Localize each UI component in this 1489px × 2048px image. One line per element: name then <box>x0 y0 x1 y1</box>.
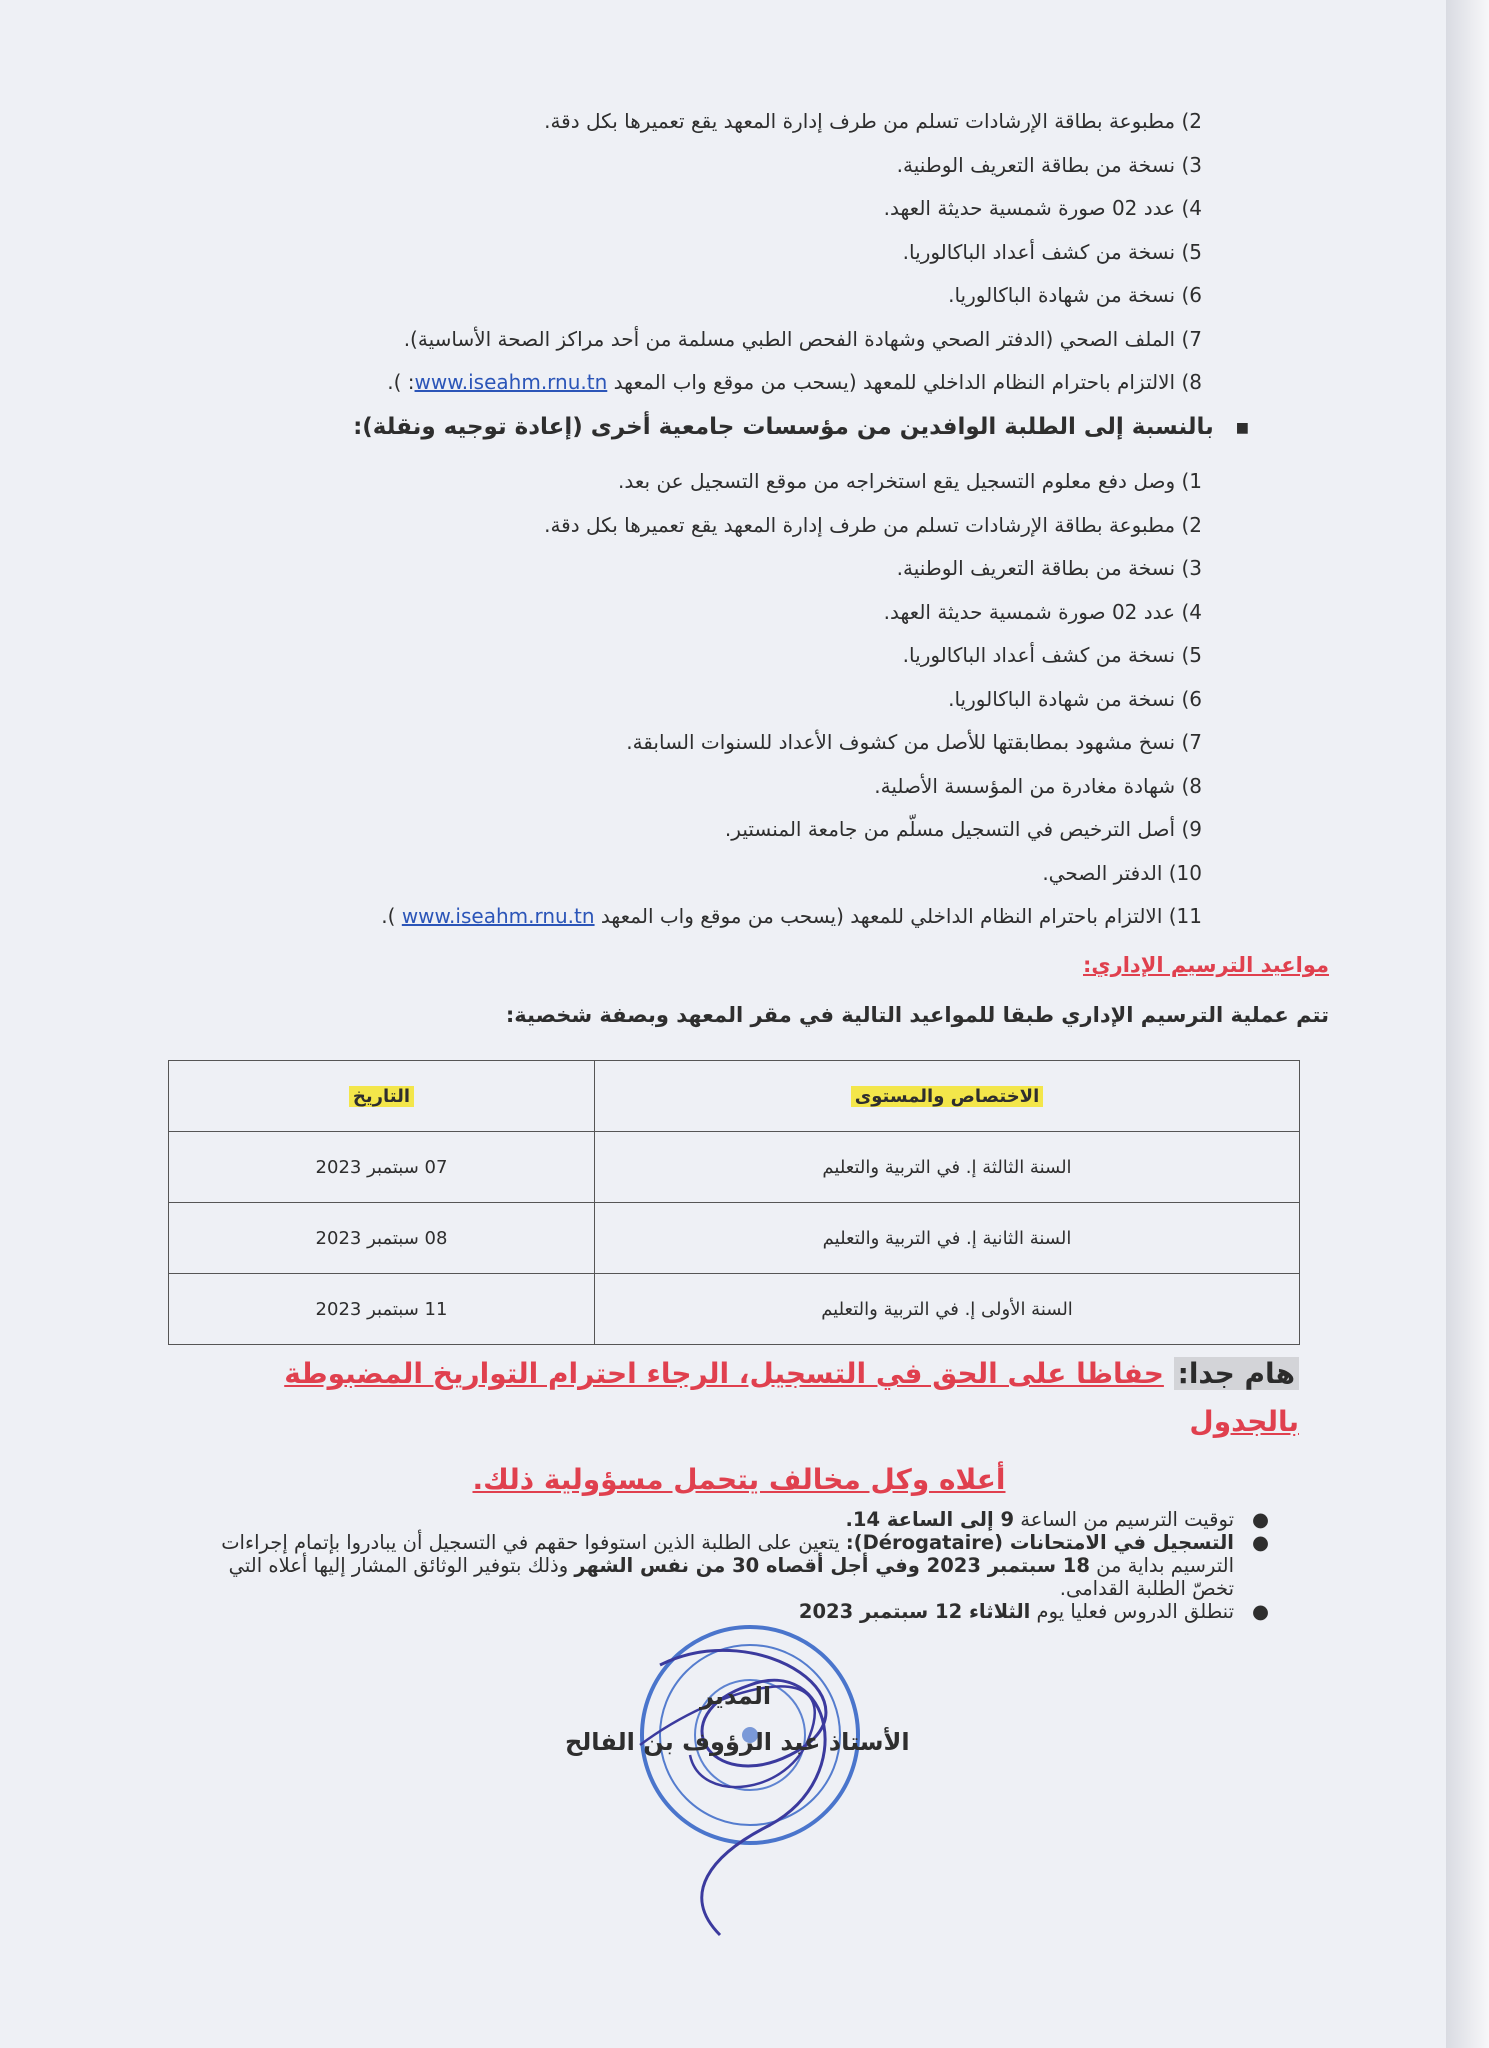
cell-date: 11 سبتمبر 2023 <box>169 1274 595 1345</box>
important-label: هام جدا: <box>1174 1357 1299 1390</box>
list-item: 4) عدد 02 صورة شمسية حديثة العهد. <box>883 599 1202 624</box>
header-date: التاريخ <box>169 1061 595 1132</box>
list-item: 8) شهادة مغادرة من المؤسسة الأصلية. <box>874 773 1202 798</box>
transfer-documents-list <box>302 460 1202 939</box>
bullet-dot-icon: ● <box>1251 1508 1269 1531</box>
list-item: 2) مطبوعة بطاقة الإرشادات تسلم من طرف إدارة المعهد يقع تعميرها بكل دقة. <box>544 512 1202 537</box>
list-item: 7) نسخ مشهود بمطابقتها للأصل من كشوف الأعداد للسنوات السابقة. <box>626 730 1202 754</box>
schedule-table <box>168 1060 1300 1345</box>
cell-specialty: السنة الأولى إ. في التربية والتعليم <box>595 1274 1300 1345</box>
list-item-text: 11) الالتزام باحترام النظام الداخلي للمعهد (يسحب من موقع واب المعهد <box>594 904 1202 928</box>
important-text-line2: أعلاه وكل مخالف يتحمل مسؤولية ذلك. <box>472 1463 1006 1496</box>
official-stamp-icon <box>600 1595 900 1955</box>
list-item: 10) الدفتر الصحي. <box>1042 860 1202 885</box>
cell-specialty: السنة الثانية إ. في التربية والتعليم <box>595 1203 1300 1274</box>
list-item: 5) نسخة من كشف أعداد الباكالوريا. <box>902 643 1202 667</box>
list-item: 6) نسخة من شهادة الباكالوريا. <box>948 686 1202 711</box>
table-header-row <box>169 1061 1300 1132</box>
cell-specialty: السنة الثالثة إ. في التربية والتعليم <box>595 1132 1300 1203</box>
table-row <box>169 1274 1300 1345</box>
list-item-text: 8) الالتزام باحترام النظام الداخلي للمعهد (يسحب من موقع واب المعهد <box>607 370 1202 394</box>
bullet-dot-icon: ● <box>1251 1531 1269 1554</box>
signatory-name: الأستاذ عبد الرؤوف بن الفالح <box>565 1728 910 1756</box>
list-item: 2) مطبوعة بطاقة الإرشادات تسلم من طرف إدارة المعهد يقع تعميرها بكل دقة. <box>544 109 1202 133</box>
list-item: 4) عدد 02 صورة شمسية حديثة العهد. <box>883 196 1202 220</box>
institute-website-link[interactable]: www.iseahm.rnu.tn <box>401 904 595 928</box>
cell-date: 08 سبتمبر 2023 <box>169 1203 595 1274</box>
institute-website-link[interactable]: www.iseahm.rnu.tn <box>414 370 608 394</box>
note-hours: ● توقيت الترسيم من الساعة 9 إلى الساعة 14. <box>845 1508 1269 1531</box>
list-item <box>302 361 1202 405</box>
required-documents-list <box>302 100 1202 405</box>
list-item: 3) نسخة من بطاقة التعريف الوطنية. <box>896 556 1202 580</box>
page-edge <box>1446 0 1489 2048</box>
table-row <box>169 1203 1300 1274</box>
important-notice <box>199 1350 1299 1504</box>
cell-date: 07 سبتمبر 2023 <box>169 1132 595 1203</box>
admin-registration-intro: تتم عملية الترسيم الإداري طبقا للمواعيد التالية في مقر المعهد وبصفة شخصية: <box>505 1003 1329 1027</box>
bullet-dot-icon: ● <box>1251 1600 1269 1623</box>
important-text-line1: حفاظا على الحق في التسجيل، الرجاء احترام التواريخ المضبوطة بالجدول <box>284 1357 1299 1438</box>
square-bullet-icon: ■ <box>1235 419 1249 436</box>
admin-registration-title: مواعيد الترسيم الإداري: <box>1083 953 1329 977</box>
list-item: 6) نسخة من شهادة الباكالوريا. <box>948 283 1202 307</box>
heading-text: بالنسبة إلى الطلبة الوافدين من مؤسسات جامعية أخرى (إعادة توجيه ونقلة): <box>353 414 1214 440</box>
list-item: 1) وصل دفع معلوم التسجيل يقع استخراجه من موقع التسجيل عن بعد. <box>618 469 1202 493</box>
signature-title: المدير <box>700 1682 772 1710</box>
list-item: 7) الملف الصحي (الدفتر الصحي وشهادة الفحص الطبي مسلمة من أحد مراكز الصحة الأساسية). <box>403 326 1202 351</box>
list-item <box>302 895 1202 939</box>
list-item: 5) نسخة من كشف أعداد الباكالوريا. <box>902 239 1202 264</box>
list-item: 9) أصل الترخيص في التسجيل مسلّم من جامعة المنستير. <box>724 817 1202 841</box>
transfer-students-heading <box>249 414 1249 440</box>
list-item: 3) نسخة من بطاقة التعريف الوطنية. <box>896 152 1202 177</box>
note-derogation: ● التسجيل في الامتحانات (Dérogataire): يتعين على الطلبة الذين استوفوا حقهم في التسجيل أن يبادروا بإتمام إجراءات الترسيم بداية من 18 سبتمبر 2023 وفي أجل أقصاه 30 من نفس الشهر وذلك بتوفير الوثائق المشار إليها أعلاه التي تخصّ الطلبة القدامى. <box>221 1531 1269 1600</box>
table-row <box>169 1132 1300 1203</box>
list-item-text-end: : ). <box>387 370 415 394</box>
list-item-text-end: ). <box>381 904 402 928</box>
header-specialty: الاختصاص والمستوى <box>595 1061 1300 1132</box>
note-classes-start: ● تنطلق الدروس فعليا يوم الثلاثاء 12 سبتمبر 2023 <box>798 1600 1269 1623</box>
